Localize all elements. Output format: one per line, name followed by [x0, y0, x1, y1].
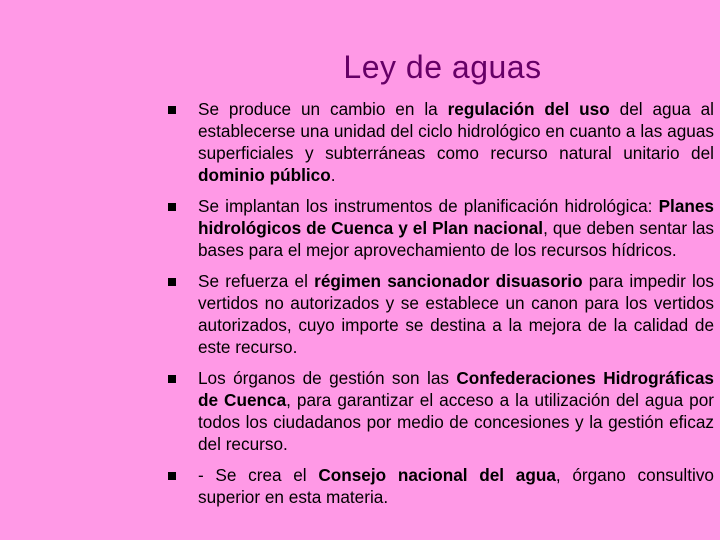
square-bullet-icon: [168, 472, 176, 480]
bullet-item: [166, 270, 714, 358]
text-segment: Los órganos de gestión son las: [198, 368, 457, 388]
text-segment: para impedir los vertidos no autorizados y se establece un canon para los vertidos autorizados, cuyo importe se destina a la mejora de la calidad de este recurso.: [198, 271, 714, 357]
bold-segment: regulación del uso: [447, 99, 610, 119]
slide-title: Ley de aguas: [343, 49, 542, 85]
bold-segment: Consejo nacional del agua: [318, 465, 556, 485]
bold-segment: dominio público: [198, 165, 331, 185]
square-bullet-icon: [168, 106, 176, 114]
text-segment: .: [330, 165, 336, 185]
text-segment: del agua al establecerse una unidad del ciclo hidrológico en cuanto a las aguas superficiales y subterráneas como recurso natural unitario del: [198, 99, 715, 163]
text-segment: , para garantizar el acceso a la utilización del agua por todos los ciudadanos por medio de concesiones y la gestión eficaz del recurso.: [198, 390, 714, 454]
bullet-item: [166, 98, 714, 186]
square-bullet-icon: [168, 203, 176, 211]
square-bullet-icon: [168, 278, 176, 286]
bullet-list: [166, 98, 714, 517]
text-segment: Se produce un cambio en la: [198, 99, 448, 119]
text-segment: Se implantan los instrumentos de planificación hidrológica:: [198, 196, 659, 216]
text-segment: , que deben sentar las bases para el mejor aprovechamiento de los recursos hídricos.: [198, 218, 714, 260]
bullet-item: [166, 195, 714, 261]
bullet-text: [198, 465, 714, 507]
text-segment: Se refuerza el: [198, 271, 315, 291]
bullet-item: [166, 464, 714, 508]
bullet-text: [198, 271, 714, 357]
bold-segment: régimen sancionador disuasorio: [314, 271, 583, 291]
text-segment: , órgano consultivo superior en esta materia.: [198, 465, 714, 507]
bold-segment: Confederaciones Hidrográficas de Cuenca: [198, 368, 714, 410]
bullet-text: [198, 99, 714, 185]
bold-segment: Planes hidrológicos de Cuenca y el Plan nacional: [198, 196, 714, 238]
bullet-text: [198, 368, 714, 454]
bullet-text: [198, 196, 714, 260]
square-bullet-icon: [168, 375, 176, 383]
text-segment: - Se crea el: [198, 465, 319, 485]
bullet-item: [166, 367, 714, 455]
